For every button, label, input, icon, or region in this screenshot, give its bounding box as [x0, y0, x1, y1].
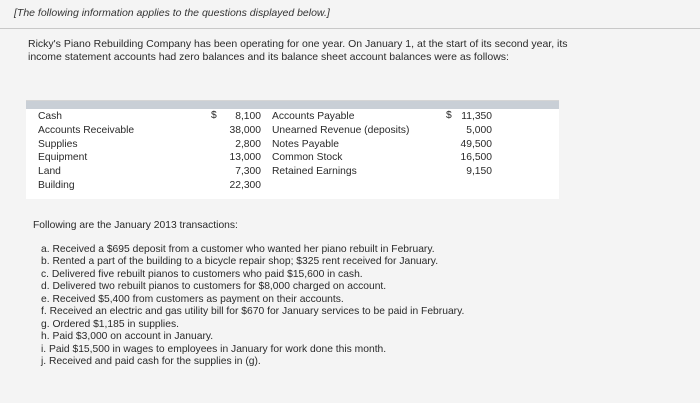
account-value: 13,000	[229, 152, 261, 164]
account-value: 22,300	[229, 179, 261, 191]
right-account-values	[450, 110, 492, 179]
divider	[0, 28, 700, 29]
left-account-names	[38, 110, 134, 193]
list-item: a. Received a $695 deposit from a customer who wanted her piano rebuilt in February.	[41, 244, 435, 255]
left-account-values	[215, 110, 261, 193]
account-name: Land	[38, 166, 61, 178]
list-item: c. Delivered five rebuilt pianos to customers who paid $15,600 in cash.	[41, 268, 363, 280]
account-name: Accounts Receivable	[38, 124, 135, 136]
account-name: Unearned Revenue (deposits)	[272, 124, 410, 136]
account-name: Notes Payable	[272, 138, 339, 150]
intro-paragraph: Ricky's Piano Rebuilding Company has been operating for one year. On January 1, at the start of its second year, its income statement accounts had zero balances and its balance sheet account balances were as follows:	[28, 38, 568, 63]
account-value: 5,000	[466, 124, 492, 136]
account-value: 9,150	[466, 166, 492, 178]
account-value: 16,500	[460, 152, 492, 164]
transactions-heading: Following are the January 2013 transactions:	[33, 220, 238, 231]
account-name: Common Stock	[272, 152, 343, 164]
list-item: j. Received and paid cash for the supplies in (g).	[41, 356, 261, 368]
list-item: f. Received an electric and gas utility bill for $670 for January services to be paid in February.	[41, 306, 465, 318]
account-name: Cash	[38, 111, 63, 122]
account-name: Equipment	[38, 152, 88, 164]
right-account-names	[272, 110, 409, 179]
list-item: d. Delivered two rebuilt pianos to customers for $8,000 charged on account.	[41, 281, 387, 293]
account-name: Retained Earnings	[272, 166, 357, 178]
account-value: 11,350	[461, 111, 492, 122]
table-header-band	[26, 101, 559, 109]
list-item: g. Ordered $1,185 in supplies.	[41, 318, 179, 330]
account-name: Supplies	[38, 138, 78, 150]
list-item: e. Received $5,400 from customers as payment on their accounts.	[41, 293, 344, 305]
list-item: i. Paid $15,500 in wages to employees in January for work done this month.	[41, 343, 387, 355]
header-note: [The following information applies to the questions displayed below.]	[14, 7, 330, 19]
currency-symbol: $	[446, 110, 452, 121]
account-value: 8,100	[235, 111, 261, 122]
account-value: 7,300	[235, 166, 261, 178]
account-name: Building	[38, 179, 75, 191]
account-value: 2,800	[235, 138, 261, 150]
list-item: h. Paid $3,000 on account in January.	[41, 331, 214, 343]
transaction-list	[41, 244, 464, 369]
list-item: b. Rented a part of the building to a bicycle repair shop; $325 rent received for January.	[41, 256, 439, 268]
account-name: Accounts Payable	[272, 111, 355, 122]
account-value: 38,000	[229, 124, 261, 136]
currency-symbol: $	[211, 110, 217, 121]
account-value: 49,500	[460, 138, 492, 150]
